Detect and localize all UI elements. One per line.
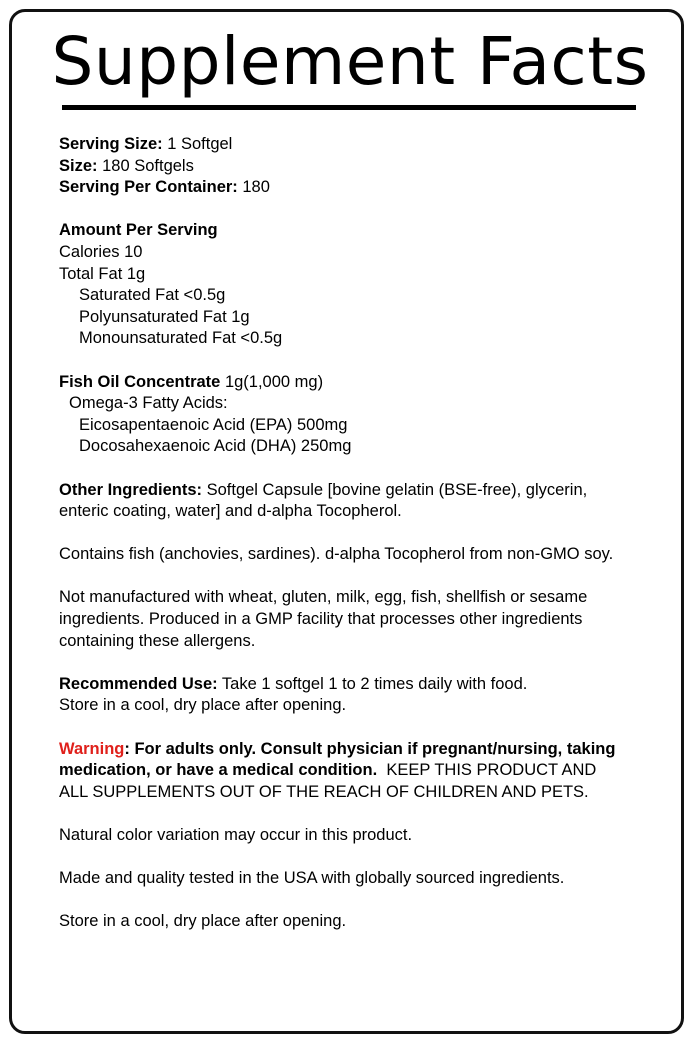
amount-heading: Amount Per Serving <box>59 221 218 240</box>
title-divider <box>62 105 636 110</box>
other-ingredients-line-2: enteric coating, water] and d-alpha Tocopherol. <box>59 502 402 521</box>
warning-line-2 <box>59 760 659 782</box>
allergen-line-3: containing these allergens. <box>59 631 256 650</box>
calories-line: Calories 10 <box>59 242 143 261</box>
other-ingredients-text-1: Softgel Capsule [bovine gelatin (BSE-free), glycerin, <box>202 480 588 499</box>
warning-text-2-normal: KEEP THIS PRODUCT AND <box>377 761 597 780</box>
per-container-value: 180 <box>237 178 270 197</box>
saturated-fat-line: Saturated Fat <0.5g <box>79 286 226 305</box>
fish-oil-line <box>59 372 659 394</box>
fish-oil-label: Fish Oil Concentrate <box>59 372 221 391</box>
monounsaturated-fat-line: Monounsaturated Fat <0.5g <box>79 329 283 348</box>
natural-color-line: Natural color variation may occur in this product. <box>59 826 413 844</box>
allergen-line-1: Not manufactured with wheat, gluten, milk, egg, fish, shellfish or sesame <box>59 588 588 607</box>
panel-title: Supplement Facts <box>51 23 649 100</box>
warning-line-3: ALL SUPPLEMENTS OUT OF THE REACH OF CHILDREN AND PETS. <box>59 782 589 801</box>
dha-line: Docosahexaenoic Acid (DHA) 250mg <box>79 437 352 456</box>
storage-line: Store in a cool, dry place after opening. <box>59 912 347 931</box>
made-in-line: Made and quality tested in the USA with globally sourced ingredients. <box>59 869 565 888</box>
fish-oil-value: 1g(1,000 mg) <box>220 372 324 391</box>
facts-content <box>59 134 659 933</box>
recommended-use-label: Recommended Use: <box>59 674 218 693</box>
other-ingredients-label: Other Ingredients: <box>59 480 203 499</box>
per-container-label: Serving Per Container: <box>59 178 238 197</box>
total-fat-line: Total Fat 1g <box>59 264 146 283</box>
omega3-line: Omega-3 Fatty Acids: <box>69 394 228 413</box>
epa-line: Eicosapentaenoic Acid (EPA) 500mg <box>79 415 348 434</box>
size-label: Size: <box>59 156 98 175</box>
contains-line: Contains fish (anchovies, sardines). d-alpha Tocopherol from non-GMO soy. <box>59 545 614 564</box>
per-container-line <box>59 177 659 199</box>
warning-label: Warning <box>59 739 125 758</box>
serving-size-line <box>59 134 659 156</box>
allergen-line-2: ingredients. Produced in a GMP facility that processes other ingredients <box>59 610 583 629</box>
warning-text-2-bold: medication, or have a medical condition. <box>59 761 378 780</box>
recommended-use-text-1: Take 1 softgel 1 to 2 times daily with food. <box>217 674 528 693</box>
warning-text-1: : For adults only. Consult physician if pregnant/nursing, taking <box>124 739 616 758</box>
serving-size-value: 1 Softgel <box>162 135 233 153</box>
recommended-use-line-1 <box>59 674 659 696</box>
serving-size-label: Serving Size: <box>59 135 163 153</box>
size-line <box>59 156 659 178</box>
warning-line-1 <box>59 739 659 761</box>
size-value: 180 Softgels <box>97 156 194 175</box>
other-ingredients-line-1 <box>59 480 659 502</box>
recommended-use-line-2: Store in a cool, dry place after opening. <box>59 696 347 715</box>
polyunsaturated-fat-line: Polyunsaturated Fat 1g <box>79 307 250 326</box>
